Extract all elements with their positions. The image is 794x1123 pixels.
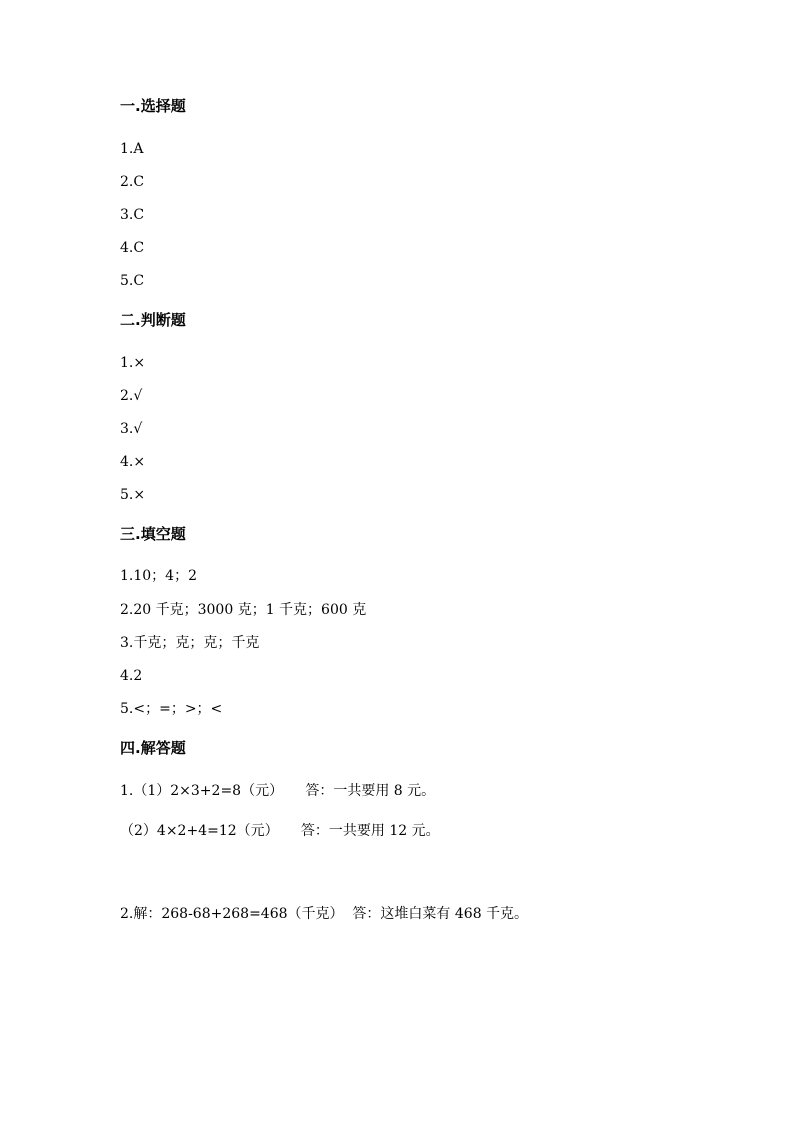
answer-item: （2）4×2+4=12（元） 答：一共要用 12 元。 [120, 823, 440, 839]
section-title-choice: 一.选择题 [120, 97, 186, 115]
answer-item: 1.（1）2×3+2=8（元） 答：一共要用 8 元。 [120, 783, 436, 799]
answer-item: 3.√ [120, 421, 143, 437]
answer-item: 2.20 千克；3000 克；1 千克；600 克 [120, 602, 367, 618]
section-title-fill-blank: 三.填空题 [120, 525, 186, 543]
answer-item: 1.× [120, 355, 146, 371]
answer-item: 4.× [120, 454, 146, 470]
answer-item: 2.解：268-68+268=468（千克） 答：这堆白菜有 468 千克。 [120, 906, 529, 922]
answer-item: 4.C [120, 240, 145, 256]
answer-item: 1.A [120, 141, 144, 157]
answer-item: 4.2 [120, 668, 143, 684]
answer-item: 3.千克；克；克；千克 [120, 635, 260, 651]
section-title-judgement: 二.判断题 [120, 311, 186, 329]
answer-item: 1.10；4；2 [120, 568, 197, 584]
answer-item: 5.C [120, 273, 145, 289]
answer-item: 2.C [120, 174, 145, 190]
answer-item: 5.<；=；>；< [120, 701, 223, 717]
answer-item: 2.√ [120, 388, 143, 404]
answer-item: 5.× [120, 487, 146, 503]
section-title-solve: 四.解答题 [120, 739, 186, 757]
answer-item: 3.C [120, 207, 145, 223]
